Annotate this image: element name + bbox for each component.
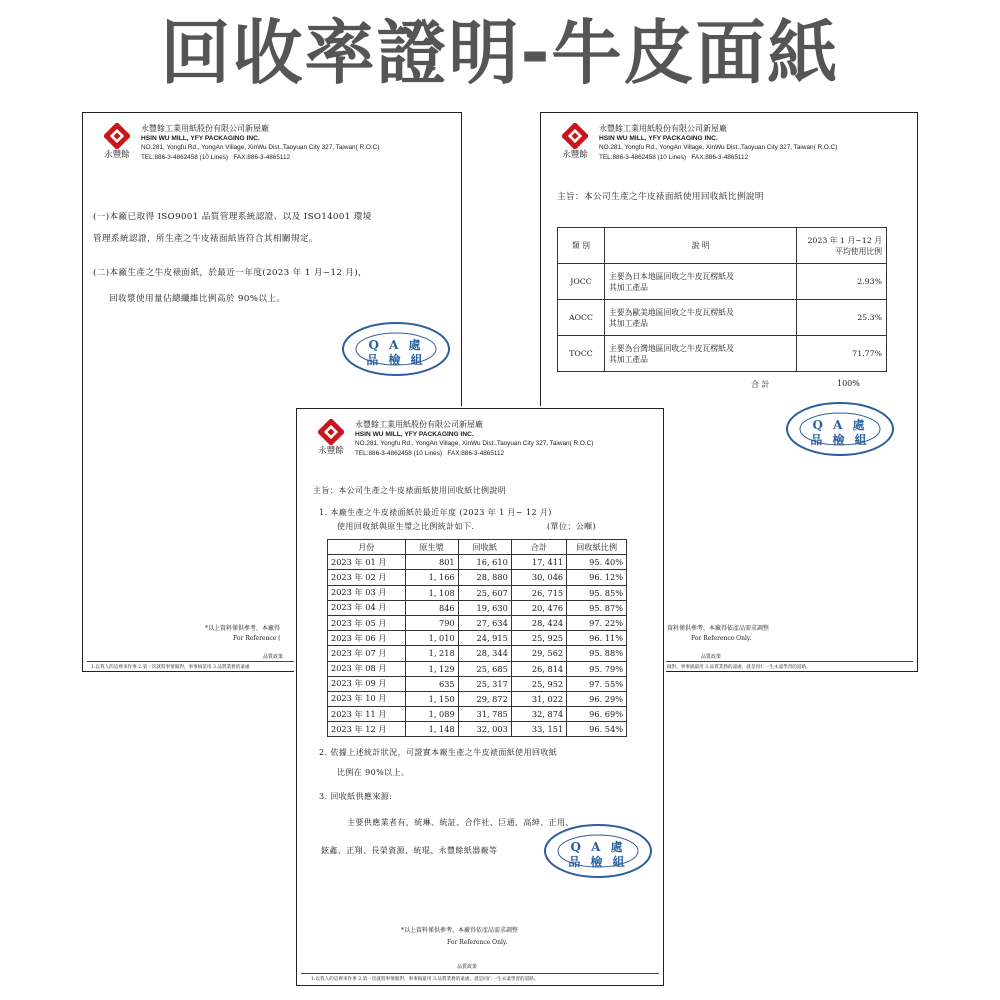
company-logo: [553, 123, 597, 161]
row-percentage: 25.3%: [797, 300, 887, 336]
cell-recycled-paper: 31, 785: [458, 707, 511, 722]
cell-total: 29, 562: [511, 646, 566, 661]
qa-stamp: [341, 321, 451, 377]
cell-recycled-ratio: 96. 11%: [567, 631, 627, 646]
cell-total: 32, 874: [511, 707, 566, 722]
cell-recycled-ratio: 95. 88%: [567, 646, 627, 661]
cell-recycled-ratio: 95. 87%: [567, 600, 627, 615]
row-code: JOCC: [558, 264, 605, 300]
cell-virgin-pulp: 1, 089: [405, 707, 458, 722]
company-logo: [309, 419, 353, 457]
header-recycled-paper: 回收紙: [458, 540, 511, 555]
row-percentage: 2.93%: [797, 264, 887, 300]
unit-label: (單位：公噸): [547, 522, 597, 531]
cell-month: 2023 年 10 月: [328, 691, 406, 706]
cell-recycled-paper: 19, 630: [458, 600, 511, 615]
table-row: [328, 570, 627, 585]
reference-note-cn: 資料僅供參考，本廠得依產品需求調整: [667, 625, 770, 632]
company-name-en: HSIN WU MILL, YFY PACKAGING INC.: [355, 431, 474, 438]
cell-total: 17, 411: [511, 555, 566, 570]
section-2-line-2: 比例在 90%以上。: [337, 768, 410, 777]
company-tel: TEL:886-3-4862458 (10 Lines): [355, 449, 443, 457]
cell-virgin-pulp: 1, 166: [405, 570, 458, 585]
cell-recycled-paper: 25, 317: [458, 676, 511, 691]
stamp-line-2: 品 檢 組: [810, 433, 870, 447]
table-row: [328, 691, 627, 706]
cell-total: 31, 022: [511, 691, 566, 706]
row-code: AOCC: [558, 300, 605, 336]
yfy-diamond-logo-icon: [318, 419, 344, 445]
paragraph-2-line-1: (二)本廠生產之牛皮裱面紙，於最近一年度(2023 年 1 月~12 月)，: [93, 268, 368, 278]
letterhead: [93, 121, 455, 175]
cell-month: 2023 年 08 月: [328, 661, 406, 676]
footnote: 1.以我人的這裡來作事 2.第一次就將事情做對，事事搞最用 3.品質業務的遠處，就是同仁一生永遠學習的道路。: [311, 977, 539, 982]
yfy-diamond-logo-icon: [562, 123, 588, 149]
company-fax: FAX:886-3-4865112: [447, 449, 505, 457]
company-name-cn: 永豐餘工業用紙股份有限公司新屋廠: [141, 124, 269, 133]
row-description: [605, 300, 797, 336]
table-row: [328, 646, 627, 661]
cell-recycled-ratio: 95. 85%: [567, 585, 627, 600]
logo-name: 永豐餘: [562, 150, 588, 160]
company-address: NO.281, Yongfu Rd., YongAn Village, XinWu Dist.,Taoyuan City 327, Taiwan( R.O.C): [599, 144, 838, 152]
page-title: 回收率證明-牛皮面紙: [160, 12, 840, 94]
company-name-en: HSIN WU MILL, YFY PACKAGING INC.: [141, 135, 260, 142]
header-total: 合計: [511, 540, 566, 555]
company-name-en: HSIN WU MILL, YFY PACKAGING INC.: [599, 135, 718, 142]
footnote: 做對，事事搞最用 3.品質業務的遠處，就是同仁一生永遠學習的道路。: [667, 665, 811, 670]
section-3-title: 3. 回收紙供應來源:: [319, 792, 393, 801]
cell-recycled-ratio: 96. 69%: [567, 707, 627, 722]
cell-month: 2023 年 03 月: [328, 585, 406, 600]
stamp-line-1: Q A 處: [368, 338, 424, 352]
cell-recycled-ratio: 96. 54%: [567, 722, 627, 737]
table-row: [558, 336, 887, 372]
cell-recycled-paper: 25, 685: [458, 661, 511, 676]
row-description-line-2: 其加工產品: [609, 354, 648, 364]
cell-recycled-paper: 32, 003: [458, 722, 511, 737]
header-virgin-pulp: 原生漿: [405, 540, 458, 555]
cell-total: 20, 476: [511, 600, 566, 615]
letterhead: [551, 121, 911, 175]
table-row: [558, 300, 887, 336]
reference-note-en: For Reference Only.: [447, 939, 508, 946]
total-value: 100%: [837, 379, 860, 388]
cell-total: 30, 046: [511, 570, 566, 585]
section-3-line-1: 主要供應業者有，統琳、統証、合作社、巨通、高紳、正用、: [347, 818, 574, 827]
table-header-row: [558, 228, 887, 264]
table-row: [328, 555, 627, 570]
cell-total: 26, 715: [511, 585, 566, 600]
stamp-line-2: 品 檢 組: [366, 353, 426, 367]
cell-virgin-pulp: 801: [405, 555, 458, 570]
cell-total: 33, 151: [511, 722, 566, 737]
logo-name: 永豐餘: [318, 446, 344, 456]
row-description: [605, 336, 797, 372]
cell-virgin-pulp: 635: [405, 676, 458, 691]
cell-month: 2023 年 01 月: [328, 555, 406, 570]
header-period-line-2: 平均使用比例: [835, 246, 882, 256]
table-row: [328, 676, 627, 691]
cell-recycled-paper: 25, 607: [458, 585, 511, 600]
letterhead: [307, 417, 657, 471]
footer-divider: [301, 973, 659, 974]
quality-policy-label: 品質政策: [701, 654, 722, 660]
table-row: [328, 585, 627, 600]
cell-total: 28, 424: [511, 615, 566, 630]
cell-virgin-pulp: 790: [405, 615, 458, 630]
section-3-line-2: 鉉鑫、正翔、長榮資源、統琨、永豐餘紙器廠等: [321, 846, 498, 855]
cell-month: 2023 年 09 月: [328, 676, 406, 691]
cell-month: 2023 年 05 月: [328, 615, 406, 630]
cell-recycled-paper: 29, 872: [458, 691, 511, 706]
qa-stamp: [543, 823, 653, 879]
cell-virgin-pulp: 1, 150: [405, 691, 458, 706]
section-1-line-2: 使用回收紙與原生漿之比例統計如下.: [337, 522, 475, 531]
row-description: [605, 264, 797, 300]
cell-total: 25, 925: [511, 631, 566, 646]
header-category: 類 別: [558, 228, 605, 264]
quality-policy-label: 品質政策: [263, 654, 284, 660]
header-period-line-1: 2023 年 1 月~12 月: [807, 235, 882, 245]
cell-virgin-pulp: 1, 218: [405, 646, 458, 661]
table-row: [328, 722, 627, 737]
table-row: [328, 615, 627, 630]
cell-recycled-ratio: 97. 22%: [567, 615, 627, 630]
cell-month: 2023 年 06 月: [328, 631, 406, 646]
paragraph-1-line-1: (一)本廠已取得 ISO9001 品質管理系統認證、以及 ISO14001 環境: [93, 212, 372, 222]
cell-month: 2023 年 02 月: [328, 570, 406, 585]
row-description-line-1: 主要為日本地區回收之牛皮瓦楞紙及: [609, 271, 734, 281]
company-fax: FAX:886-3-4865112: [233, 153, 291, 161]
footnote: 1.以我人的這裡來作事 2.第一次就將事情做對，事事搞第用 3.品質業務的遠處: [91, 665, 250, 670]
table-row: [558, 264, 887, 300]
header-period: [797, 228, 887, 264]
cell-month: 2023 年 11 月: [328, 707, 406, 722]
yfy-diamond-logo-icon: [104, 123, 130, 149]
cell-recycled-paper: 16, 610: [458, 555, 511, 570]
cell-recycled-paper: 27, 634: [458, 615, 511, 630]
cell-total: 25, 952: [511, 676, 566, 691]
logo-name: 永豐餘: [104, 150, 130, 160]
company-address: NO.281, Yongfu Rd., YongAn Village, XinWu Dist.,Taoyuan City 327, Taiwan( R.O.C): [355, 440, 594, 448]
reference-note-cn: *以上資料僅供參考，本廠得: [205, 625, 281, 632]
cell-virgin-pulp: 1, 148: [405, 722, 458, 737]
cell-virgin-pulp: 1, 108: [405, 585, 458, 600]
cell-virgin-pulp: 846: [405, 600, 458, 615]
company-tel: TEL:886-3-4862458 (10 Lines): [141, 153, 229, 161]
row-description-line-2: 其加工產品: [609, 282, 648, 292]
table-row: [328, 600, 627, 615]
cell-recycled-ratio: 95. 79%: [567, 661, 627, 676]
cell-month: 2023 年 12 月: [328, 722, 406, 737]
row-description-line-2: 其加工產品: [609, 318, 648, 328]
cell-total: 26, 814: [511, 661, 566, 676]
cell-virgin-pulp: 1, 010: [405, 631, 458, 646]
row-percentage: 71.77%: [797, 336, 887, 372]
quality-policy-label: 品質政策: [457, 964, 478, 970]
cell-month: 2023 年 07 月: [328, 646, 406, 661]
company-name-cn: 永豐餘工業用紙股份有限公司新屋廠: [599, 124, 727, 133]
header-recycled-ratio: 回收紙比例: [567, 540, 627, 555]
table-row: [328, 661, 627, 676]
row-description-line-1: 主要為歐美地區回收之牛皮瓦楞紙及: [609, 307, 734, 317]
row-description-line-1: 主要為台灣地區回收之牛皮瓦楞紙及: [609, 343, 734, 353]
company-logo: [95, 123, 139, 161]
company-address: NO.281, Yongfu Rd., YongAn Village, XinWu Dist.,Taoyuan City 327, Taiwan( R.O.C): [141, 144, 380, 152]
company-fax: FAX:886-3-4865112: [691, 153, 749, 161]
cell-recycled-ratio: 96. 29%: [567, 691, 627, 706]
paragraph-1-line-2: 管理系統認證，所生產之牛皮裱面紙皆符合其相關規定。: [93, 234, 318, 244]
subject-line: 主旨：本公司生產之牛皮裱面紙使用回收紙比例說明: [557, 192, 764, 202]
table-row: [328, 707, 627, 722]
stamp-line-1: Q A 處: [812, 418, 868, 432]
table-body: [328, 555, 627, 737]
table-row: [328, 631, 627, 646]
company-name-cn: 永豐餘工業用紙股份有限公司新屋廠: [355, 420, 483, 429]
reference-note-en: For Reference (: [233, 635, 281, 642]
total-label: 合 計: [751, 380, 770, 389]
subject-line: 主旨：本公司生產之牛皮裱面紙使用回收紙比例說明: [313, 486, 507, 495]
company-tel: TEL:886-3-4862458 (10 Lines): [599, 153, 687, 161]
cell-month: 2023 年 04 月: [328, 600, 406, 615]
reference-note-cn: *以上資料僅供參考，本廠得依產品需求調整: [401, 927, 519, 934]
header-month: 月份: [328, 540, 406, 555]
recycled-source-table: [557, 227, 887, 372]
section-1-line-1: 1. 本廠生產之牛皮裱面紙於最近年度 (2023 年 1 月~ 12 月): [319, 508, 552, 517]
cell-virgin-pulp: 1, 129: [405, 661, 458, 676]
cell-recycled-paper: 28, 880: [458, 570, 511, 585]
section-2-line-1: 2. 依據上述統計狀況，可證實本廠生產之牛皮裱面紙使用回收紙: [319, 748, 558, 757]
cell-recycled-paper: 28, 344: [458, 646, 511, 661]
paragraph-2-line-2: 回收漿使用量佔總纖維比例高於 90%以上。: [109, 294, 286, 304]
cell-recycled-ratio: 95. 40%: [567, 555, 627, 570]
document-monthly-statistics: [296, 408, 664, 986]
header-description: 說 明: [605, 228, 797, 264]
qa-stamp: [785, 401, 895, 457]
reference-note-en: For Reference Only.: [691, 635, 752, 642]
cell-recycled-paper: 24, 915: [458, 631, 511, 646]
cell-recycled-ratio: 96. 12%: [567, 570, 627, 585]
row-code: TOCC: [558, 336, 605, 372]
cell-recycled-ratio: 97. 55%: [567, 676, 627, 691]
stamp-line-1: Q A 處: [570, 840, 626, 854]
stamp-line-2: 品 檢 組: [568, 855, 628, 869]
monthly-statistics-table: [327, 539, 627, 737]
table-header-row: [328, 540, 627, 555]
